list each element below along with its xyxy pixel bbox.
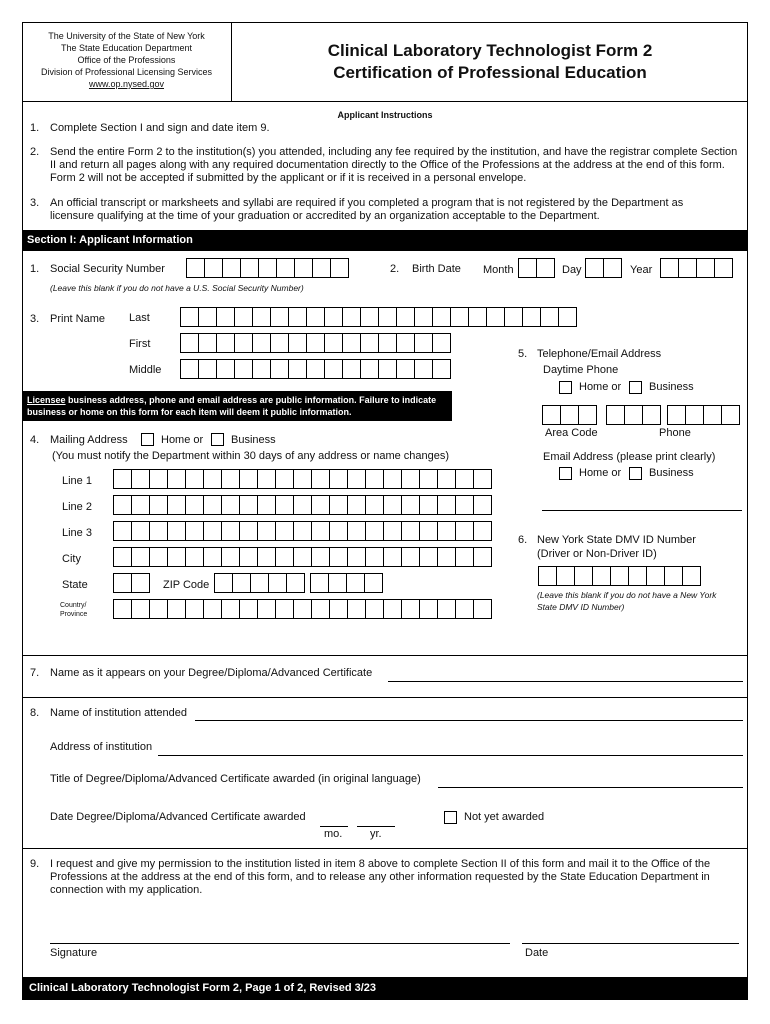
phone-label: Phone (659, 427, 691, 439)
degree-title-label: Title of Degree/Diploma/Advanced Certificate awarded (in original language) (50, 773, 421, 785)
notice-text: business address, phone and email address are public information. Failure to indicate business or home on this form for each item will deem it public information. (27, 395, 437, 417)
item-number: 8. (30, 707, 40, 719)
item-number: 6. (518, 534, 528, 546)
phone-email-label: Telephone/Email Address (537, 348, 662, 360)
notice-keyword: Licensee (27, 395, 66, 405)
agency-line: Division of Professional Licensing Services (40, 67, 213, 77)
birth-month-input[interactable] (518, 258, 555, 278)
item-number: 9. (30, 858, 40, 870)
birth-day-input[interactable] (585, 258, 622, 278)
signature-input[interactable] (50, 943, 510, 944)
phone-home-label: Home or (579, 381, 622, 393)
institution-address-label: Address of institution (50, 741, 153, 753)
instruction-number: 2. (30, 146, 40, 158)
city-input[interactable] (113, 547, 492, 567)
dmv-note: (Leave this blank if you do not have a New York State DMV ID Number) (537, 590, 717, 612)
line1-label: Line 1 (62, 475, 92, 487)
header-divider (232, 101, 748, 102)
yr-label: yr. (370, 828, 382, 840)
email-home-label: Home or (579, 467, 622, 479)
divider (22, 848, 748, 849)
line3-label: Line 3 (62, 527, 92, 539)
dmv-label: New York State DMV ID Number (537, 534, 696, 546)
mailing-business-checkbox[interactable] (211, 433, 224, 446)
year-label: Year (630, 264, 653, 276)
zip-extension-input[interactable] (310, 573, 383, 593)
degree-date-label: Date Degree/Diploma/Advanced Certificate awarded (50, 811, 306, 823)
form-title (232, 40, 748, 84)
middle-name-input[interactable] (180, 359, 451, 379)
email-label: Email Address (please print clearly) (543, 451, 716, 463)
instruction-text: An official transcript or marksheets and syllabi are required if you completed a program that is not registered by the Department as licensure qualifying at the time of your graduation or accredited by an organization acceptable to the Department. (50, 197, 684, 222)
agency-line: The State Education Department (60, 43, 193, 53)
institution-name-label: Name of institution attended (50, 707, 187, 719)
zip-input[interactable] (214, 573, 305, 593)
zip-label: ZIP Code (163, 579, 210, 591)
instructions-heading: Applicant Instructions (337, 110, 433, 120)
last-name-label: Last (129, 312, 150, 324)
agency-line: Office of the Professions (77, 55, 176, 65)
instruction-number: 3. (30, 197, 40, 209)
item-number: 4. (30, 434, 40, 446)
not-yet-awarded-checkbox[interactable] (444, 811, 457, 824)
public-info-notice (22, 391, 452, 421)
item-number: 5. (518, 348, 528, 360)
city-label: City (62, 553, 81, 565)
address-line2-input[interactable] (113, 495, 492, 515)
phone-prefix-input[interactable] (606, 405, 661, 425)
first-name-label: First (129, 338, 151, 350)
email-home-checkbox[interactable] (559, 467, 572, 480)
divider (22, 697, 748, 698)
email-business-label: Business (649, 467, 694, 479)
day-label: Day (562, 264, 582, 276)
daytime-phone-label: Daytime Phone (543, 364, 619, 376)
date-input[interactable] (522, 943, 739, 944)
country-input[interactable] (113, 599, 492, 619)
page-footer: Clinical Laboratory Technologist Form 2, Page 1 of 2, Revised 3/23 (22, 977, 748, 1000)
divider (22, 655, 748, 656)
degree-month-input[interactable] (320, 826, 348, 827)
state-label: State (62, 579, 88, 591)
area-code-input[interactable] (542, 405, 597, 425)
phone-business-checkbox[interactable] (629, 381, 642, 394)
birth-date-label: Birth Date (412, 263, 461, 275)
mailing-business-label: Business (231, 434, 276, 446)
print-name-label: Print Name (50, 313, 106, 325)
mailing-note: (You must notify the Department within 30 days of any address or name changes) (52, 450, 450, 462)
instruction-text: Complete Section I and sign and date item 9. (50, 122, 270, 134)
not-yet-awarded-label: Not yet awarded (464, 811, 545, 823)
form-title-line1: Clinical Laboratory Technologist Form 2 (327, 41, 653, 60)
phone-business-label: Business (649, 381, 694, 393)
signature-label: Signature (50, 947, 98, 959)
date-label: Date (525, 947, 549, 959)
last-name-input[interactable] (180, 307, 577, 327)
first-name-input[interactable] (180, 333, 451, 353)
state-input[interactable] (113, 573, 150, 593)
form-title-line2: Certification of Professional Education (333, 63, 647, 82)
agency-line: The University of the State of New York (48, 31, 205, 41)
country-label: Country/ Province (60, 602, 88, 618)
mailing-home-checkbox[interactable] (141, 433, 154, 446)
degree-name-label: Name as it appears on your Degree/Diploma/Advanced Certificate (50, 667, 373, 679)
ssn-input[interactable] (186, 258, 349, 278)
agency-block (22, 22, 232, 102)
item-number: 2. (390, 263, 400, 275)
item-number: 1. (30, 263, 40, 275)
institution-name-input[interactable] (195, 720, 743, 721)
email-business-checkbox[interactable] (629, 467, 642, 480)
dmv-sublabel: (Driver or Non-Driver ID) (537, 548, 657, 560)
area-code-label: Area Code (545, 427, 598, 439)
degree-title-input[interactable] (438, 787, 743, 788)
month-label: Month (483, 264, 514, 276)
birth-year-input[interactable] (660, 258, 733, 278)
middle-name-label: Middle (129, 364, 162, 376)
ssn-note: (Leave this blank if you do not have a U.S. Social Security Number) (50, 283, 304, 293)
phone-line-input[interactable] (667, 405, 740, 425)
consent-text: I request and give my permission to the institution listed in item 8 above to complete Section II of this form and mail it to the Office of the Professions at the address at the end of this form, and to release any other information requested by the State Education Department in connection with my application. (50, 858, 711, 896)
line2-label: Line 2 (62, 501, 92, 513)
address-line1-input[interactable] (113, 469, 492, 489)
email-input[interactable] (542, 510, 742, 511)
mailing-address-label: Mailing Address (50, 434, 128, 446)
mo-label: mo. (324, 828, 343, 840)
instruction-text: Send the entire Form 2 to the institution(s) you attended, including any fee required by the institution, and have the registrar complete Section II and return all pages along with any required documentation directly to the Office of the Professions at the address at the end of this form. Form 2 will not be accepted if submitted by the applicant or if it is received in a personal envelope. (50, 146, 738, 184)
dmv-id-input[interactable] (538, 566, 701, 586)
ssn-label: Social Security Number (50, 263, 165, 275)
institution-address-input[interactable] (158, 755, 743, 756)
section-1-header: Section I: Applicant Information (22, 230, 748, 251)
website-link[interactable]: www.op.nysed.gov (88, 79, 165, 89)
instruction-number: 1. (30, 122, 40, 134)
phone-home-checkbox[interactable] (559, 381, 572, 394)
degree-name-input[interactable] (388, 681, 743, 682)
item-number: 7. (30, 667, 40, 679)
degree-year-input[interactable] (357, 826, 395, 827)
mailing-home-label: Home or (161, 434, 204, 446)
item-number: 3. (30, 313, 40, 325)
address-line3-input[interactable] (113, 521, 492, 541)
